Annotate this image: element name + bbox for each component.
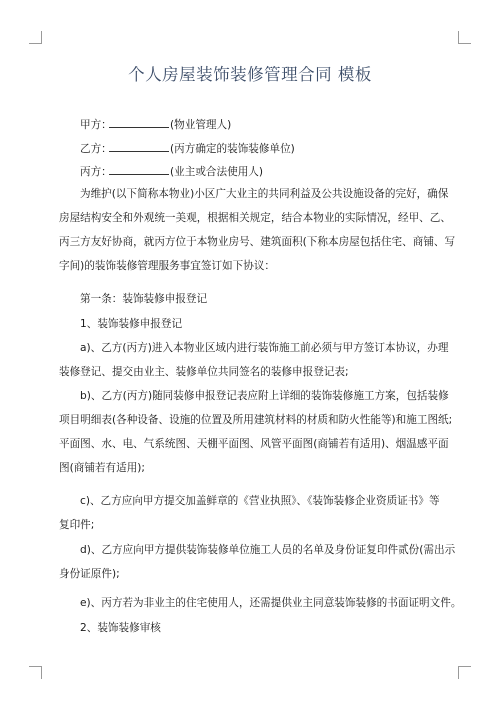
text-line: 复印件; [59, 519, 95, 531]
party-a [80, 116, 231, 132]
party-note: (业主或合法使用人) [170, 166, 264, 178]
section-heading: 1、装饰装修申报登记 [80, 318, 183, 330]
text-line: b)、乙方(丙方)随同装修申报登记表应附上详细的装饰装修施工方案，包括装修 [80, 390, 449, 402]
text-line: c)、乙方应向甲方提交加盖鲜章的《营业执照》、《装饰装修企业资质证书》等 [80, 495, 440, 507]
party-label: 甲方： [80, 119, 112, 131]
text-line: 为维护(以下简称本物业)小区广大业主的共同利益及公共设施设备的完好，确保 [80, 188, 449, 200]
corner-mark-bottom-left [29, 666, 42, 679]
text-line: a)、乙方(丙方)进入本物业区域内进行装饰施工前必须与甲方签订本协议，办理 [80, 342, 449, 354]
text-line: e)、丙方若为非业主的住宅使用人，还需提供业主同意装饰装修的书面证明文件。 [80, 597, 462, 609]
party-label: 乙方： [80, 143, 112, 155]
party-note: (丙方确定的装饰装修单位) [170, 143, 295, 155]
party-b [80, 140, 295, 156]
text-line: 平面图、水、电、气系统图、天棚平面图、风管平面图(商铺若有适用)、烟温感平面 [59, 438, 449, 450]
text-line: 字间)的装饰装修管理服务事宜签订如下协议： [59, 260, 276, 272]
section-heading: 2、装饰装修审核 [80, 622, 161, 634]
text-line: 装修登记、提交由业主、装修单位共同签名的装修申报登记表; [59, 366, 349, 378]
document-title: 个人房屋装饰装修管理合同 模板 [128, 65, 372, 84]
text-line: 丙三方友好协商，就丙方位于本物业房号、建筑面积(下称本房屋包括住宅、商铺、写 [59, 236, 456, 248]
fill-blank [109, 116, 169, 128]
text-line: d)、乙方应向甲方提供装饰装修单位施工人员的名单及身份证复印件贰份(需出示 [80, 544, 456, 556]
fill-blank [109, 163, 169, 175]
text-line: 房屋结构安全和外观统一美观，根据相关规定，结合本物业的实际情况，经甲、乙、 [59, 212, 451, 224]
text-line: 图(商铺若有适用); [59, 462, 145, 474]
corner-mark-top-right [458, 31, 471, 44]
party-label: 丙方： [80, 166, 112, 178]
article-heading: 第一条：装饰装修申报登记 [80, 293, 208, 305]
text-line: 身份证原件); [59, 568, 120, 580]
party-c [80, 163, 263, 179]
corner-mark-top-left [29, 31, 42, 44]
text-line: 项目明细表(各种设备、设施的位置及所用建筑材料的材质和防火性能等)和施工图纸; [59, 414, 453, 426]
fill-blank [109, 140, 169, 152]
corner-mark-bottom-right [458, 666, 471, 679]
party-note: (物业管理人) [170, 119, 232, 131]
